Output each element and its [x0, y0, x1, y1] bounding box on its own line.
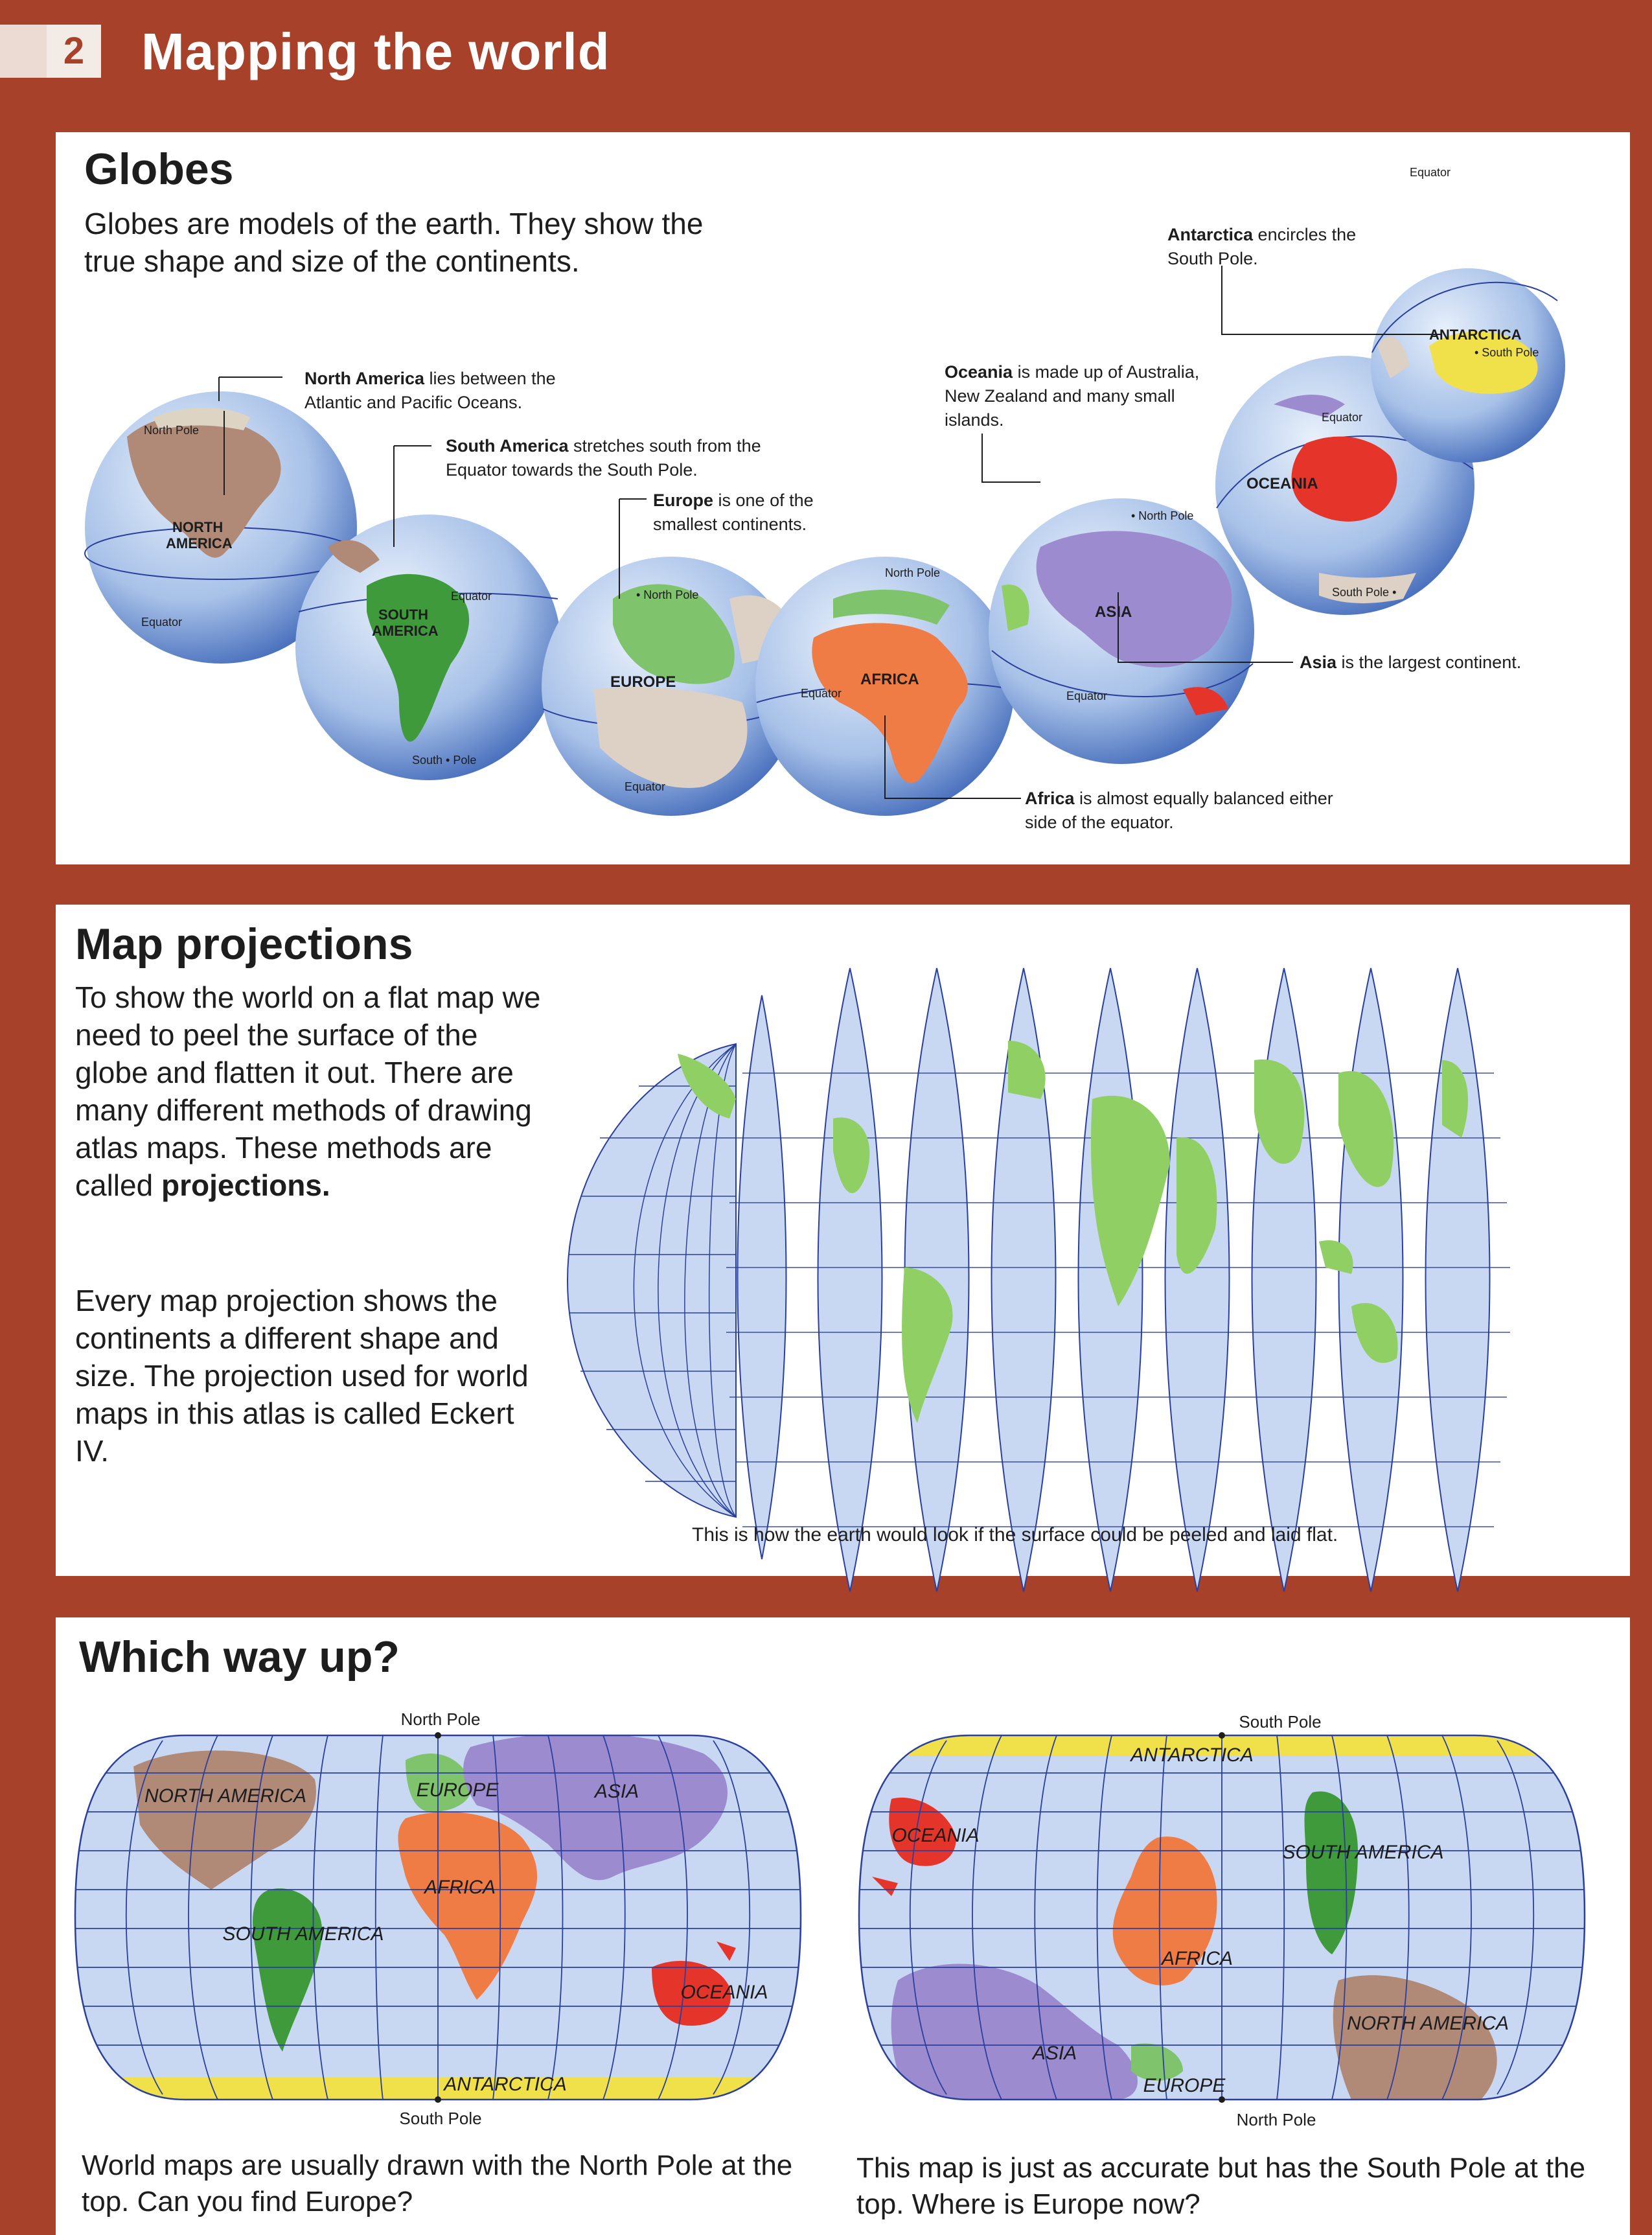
projections-caption: This is how the earth would look if the surface could be peeled and laid flat. [692, 1524, 1338, 1546]
map2-caption: This map is just as accurate but has the South Pole at the top. Where is Europe now? [856, 2152, 1586, 2220]
equator-label-3: Equator [625, 780, 666, 793]
na-label-1: NORTH [172, 519, 224, 535]
map2-oceania: OCEANIA [891, 1825, 980, 1846]
peeled-globe-illustration [56, 905, 1630, 1576]
page-title: Mapping the world [141, 23, 610, 80]
map2-antarctica: ANTARCTICA [1130, 1744, 1254, 1766]
globe-south-america [295, 515, 561, 780]
equator-label-1: Equator [141, 616, 183, 629]
map1-europe: EUROPE [416, 1779, 499, 1801]
globes-intro: Globes are models of the earth. They show the true shape and size of the continents. [84, 207, 704, 278]
annotation-africa: Africa is almost equally balanced either side of the equator. [1025, 789, 1333, 832]
map1-africa: AFRICA [424, 1877, 496, 1898]
which-way-panel [56, 1617, 1630, 2235]
map2-africa: AFRICA [1161, 1948, 1233, 1969]
map2-asia: ASIA [1032, 2043, 1077, 2064]
map2-north-america: NORTH AMERICA [1346, 2013, 1509, 2034]
annotation-south-america: South America stretches south from the Equator towards the South Pole. [446, 436, 761, 480]
oceania-globe-label: OCEANIA [1246, 475, 1318, 492]
equator-label-5: Equator [1066, 689, 1108, 702]
page-header [0, 0, 1652, 110]
north-pole-label-4: • North Pole [1131, 509, 1194, 522]
globe-asia [989, 498, 1254, 764]
map-south-up [859, 1732, 1585, 2103]
equator-label-4: Equator [801, 687, 842, 700]
page-number: 2 [47, 25, 101, 78]
africa-globe-label: AFRICA [860, 671, 919, 688]
projections-panel [56, 905, 1630, 1576]
projections-heading: Map projections [75, 920, 413, 969]
which-way-heading: Which way up? [79, 1632, 400, 1682]
map2-south-america: SOUTH AMERICA [1282, 1842, 1444, 1863]
annotation-asia: Asia is the largest continent. [1300, 653, 1522, 672]
sa-label-1: SOUTH [378, 607, 428, 623]
page-tab [0, 25, 47, 78]
annotation-north-america: North America lies between the Atlantic and Pacific Oceans. [304, 369, 556, 412]
europe-globe-label: EUROPE [610, 673, 676, 691]
north-pole-label-3: North Pole [885, 566, 941, 579]
map2-bottom-label: North Pole [1236, 2110, 1316, 2129]
equator-label-7: Equator [1410, 166, 1451, 179]
globe-antarctica [1371, 268, 1565, 463]
equator-label-6: Equator [1322, 411, 1363, 424]
gore-strips [726, 968, 1510, 1592]
map1-oceania: OCEANIA [680, 1982, 768, 2003]
globes-panel [56, 132, 1630, 864]
map1-asia: ASIA [594, 1781, 639, 1802]
north-pole-label-2: • North Pole [636, 588, 699, 601]
asia-globe-label: ASIA [1095, 603, 1132, 621]
south-pole-label-3: • South Pole [1474, 346, 1539, 359]
annotation-antarctica: Antarctica encircles the South Pole. [1167, 225, 1357, 268]
map1-top-label: North Pole [400, 1709, 481, 1729]
world-maps [56, 1617, 1630, 2235]
map2-top-label: South Pole [1239, 1712, 1322, 1731]
south-pole-label-2: South Pole • [1332, 586, 1397, 599]
annotation-oceania: Oceania is made up of Australia, New Zealand and many small islands. [945, 362, 1200, 430]
map1-antarctica: ANTARCTICA [444, 2074, 567, 2095]
equator-label-2: Equator [451, 590, 492, 603]
antarctica-globe-label: ANTARCTICA [1429, 327, 1522, 343]
map1-caption: World maps are usually drawn with the North Pole at the top. Can you find Europe? [82, 2149, 793, 2218]
north-pole-label-1: North Pole [144, 424, 200, 437]
map1-south-america: SOUTH AMERICA [222, 1923, 384, 1945]
map1-bottom-label: South Pole [399, 2109, 482, 2128]
sa-label-2: AMERICA [372, 623, 439, 639]
projections-para-2: Every map projection shows the continents a different shape and size. The projection used for world maps in this atlas is called Eckert IV. [75, 1284, 529, 1468]
map2-europe: EUROPE [1143, 2075, 1226, 2096]
na-label-2: AMERICA [166, 535, 233, 551]
annotation-europe: Europe is one of the smallest continents. [653, 491, 814, 534]
projections-para-1: To show the world on a flat map we need to peel the surface of the globe and flatten it out. There are many different methods of drawing atlas maps. These methods are called projections. [75, 980, 541, 1202]
globes-heading: Globes [84, 145, 234, 194]
map1-north-america: NORTH AMERICA [144, 1785, 307, 1807]
south-pole-label-1: South • Pole [412, 754, 477, 767]
